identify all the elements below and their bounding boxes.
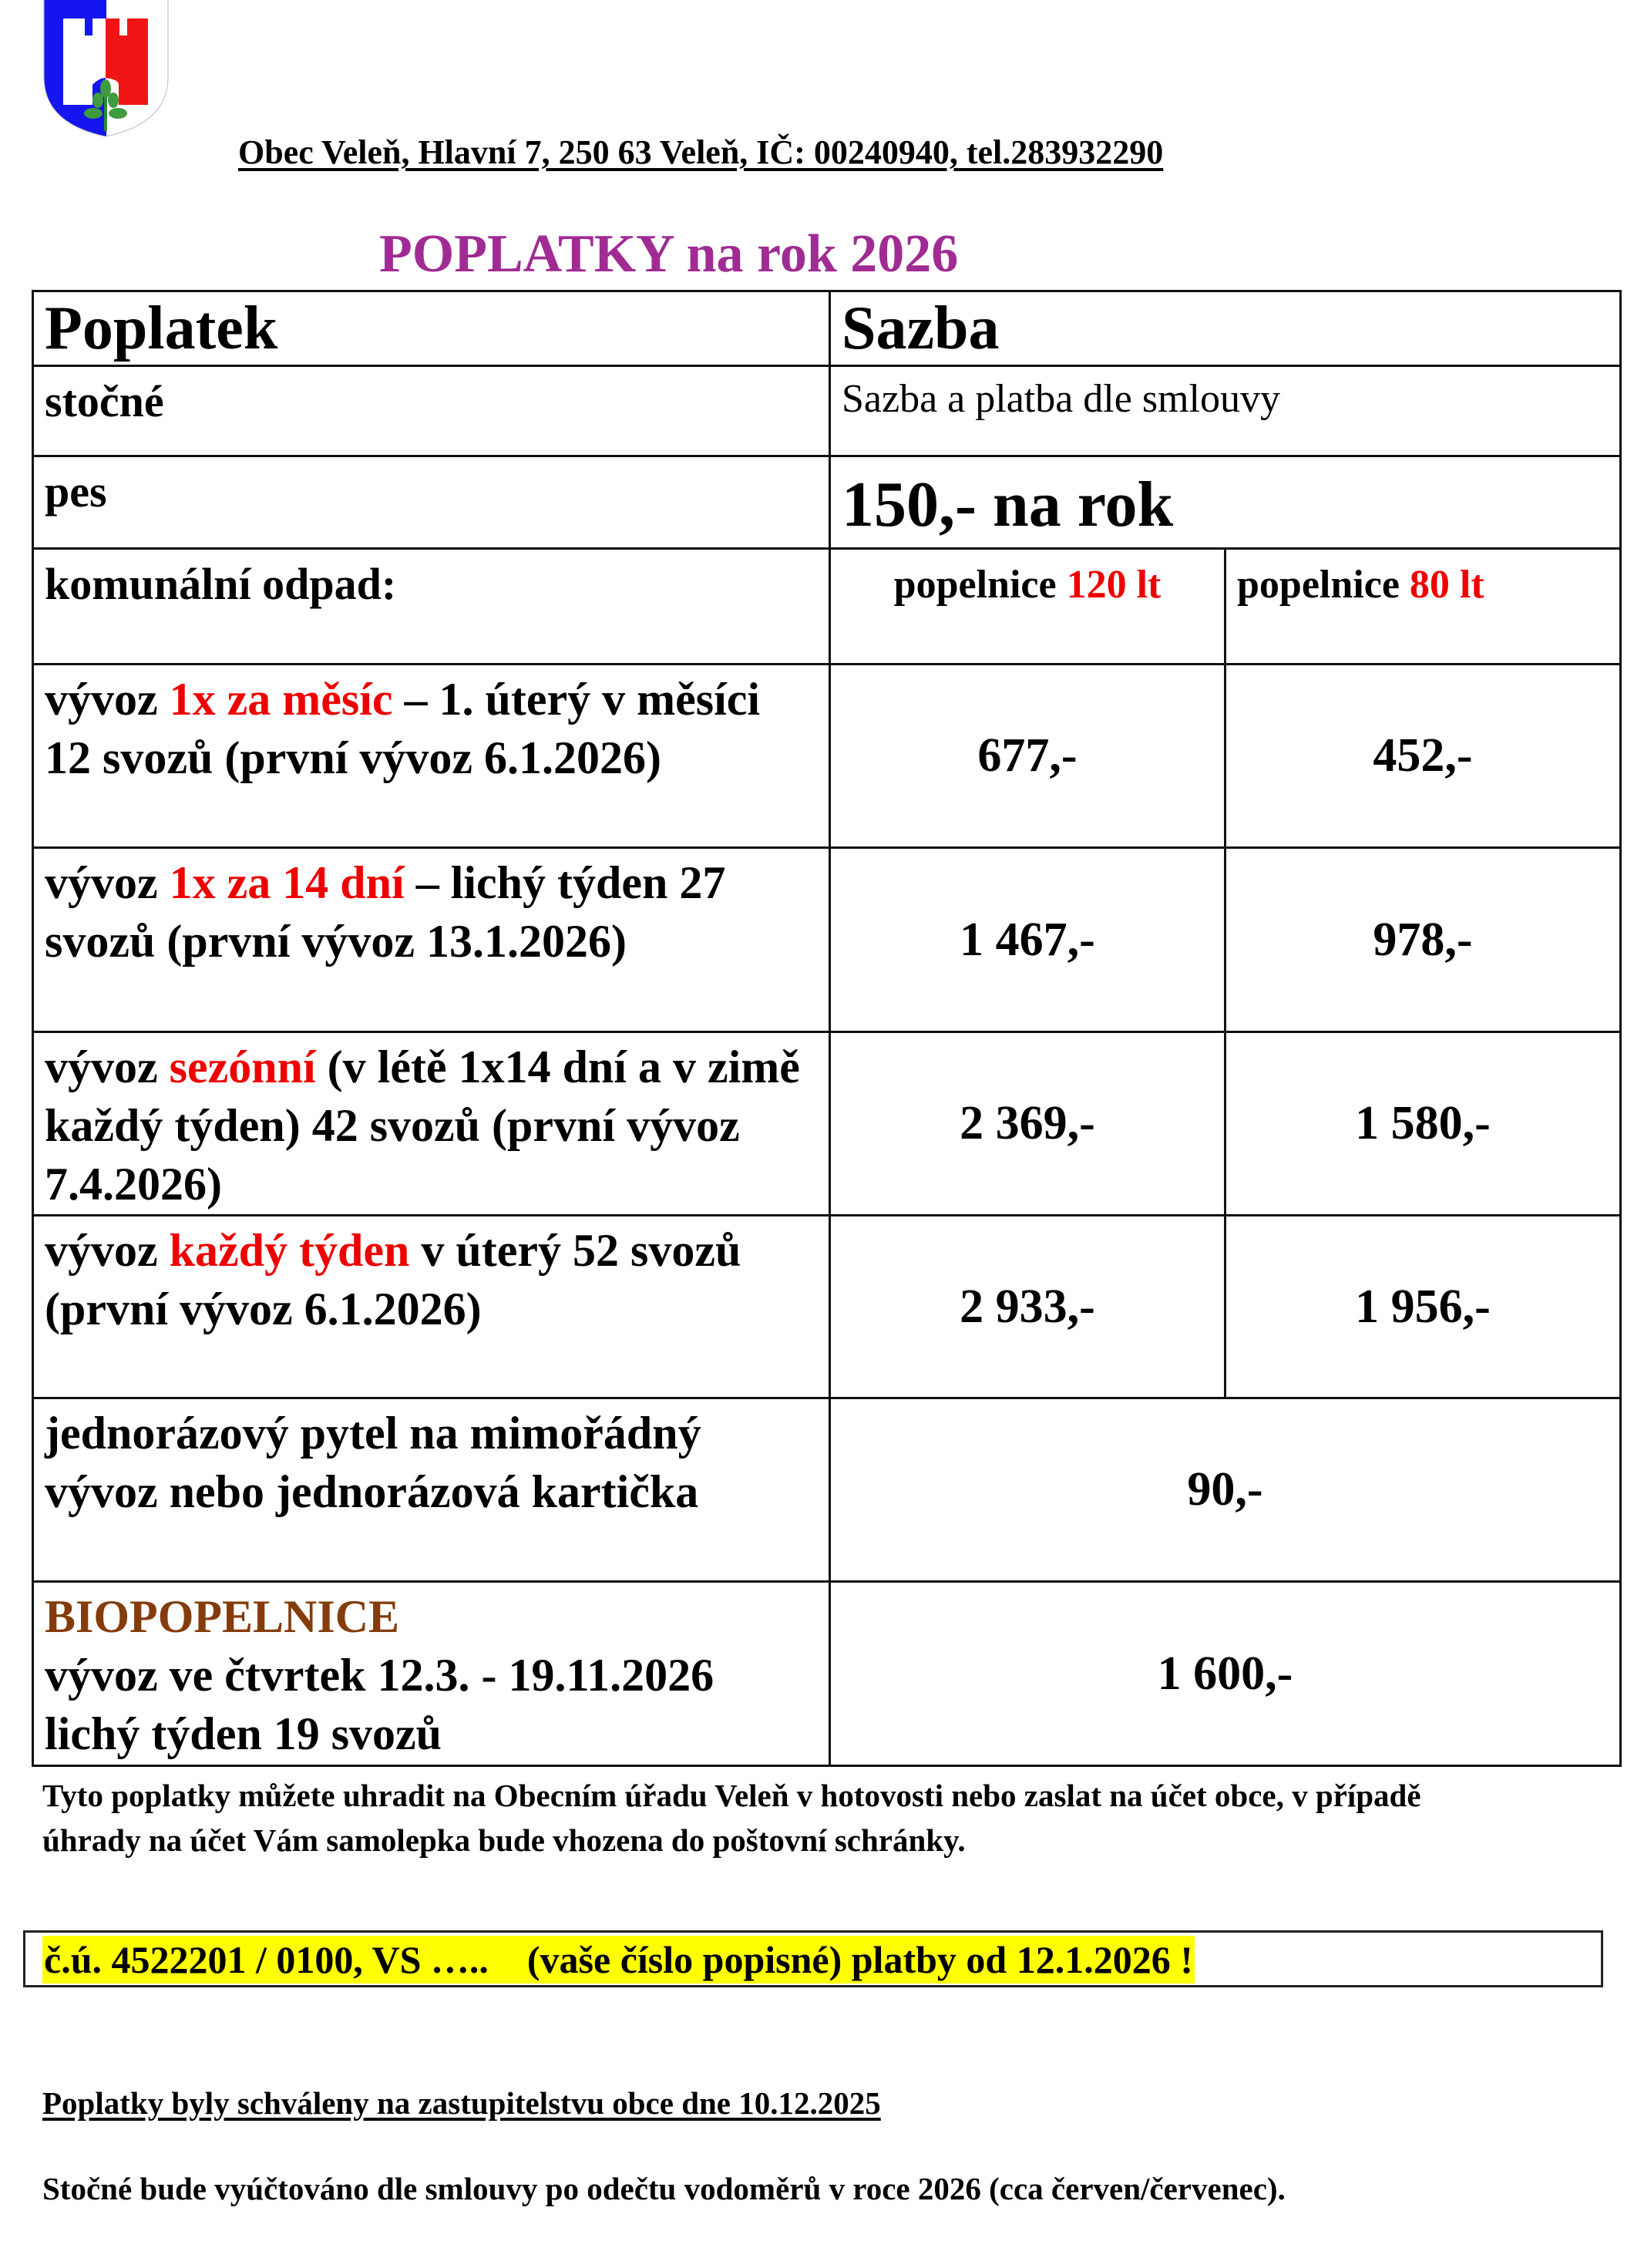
bank-account-line: č.ú. 4522201 / 0100, VS ….. (vaše číslo popisné) platby od 12.1.2026 ! xyxy=(42,1936,1195,1984)
price-80: 1 956,- xyxy=(1226,1216,1621,1398)
bin-size: 80 lt xyxy=(1409,563,1484,607)
fee-label-stocne: stočné xyxy=(33,366,830,456)
table-row xyxy=(33,665,1621,848)
price-120: 2 369,- xyxy=(830,1032,1226,1216)
table-row xyxy=(33,1032,1621,1216)
label-text: vývoz xyxy=(45,1041,170,1092)
frequency-highlight: 1x za 14 dní xyxy=(169,857,405,908)
table-row xyxy=(33,1582,1621,1766)
fee-value-bio: 1 600,- xyxy=(830,1582,1621,1766)
table-row xyxy=(33,366,1621,456)
price-80: 1 580,- xyxy=(1226,1032,1621,1216)
price-80: 452,- xyxy=(1226,665,1621,848)
pickup-label xyxy=(33,1032,830,1216)
fee-label-bio xyxy=(33,1582,830,1766)
column-header-poplatek: Poplatek xyxy=(33,291,830,366)
bin-header-120 xyxy=(830,549,1226,665)
table-row xyxy=(33,848,1621,1032)
table-row xyxy=(33,1398,1621,1582)
frequency-highlight: sezónní xyxy=(169,1041,316,1092)
fee-value-pes: 150,- na rok xyxy=(830,456,1621,549)
label-text: v úterý 52 svozů (první vývoz 6.1.2026) xyxy=(45,1225,741,1334)
bio-line-1: vývoz ve čtvrtek 12.3. - 19.11.2026 xyxy=(45,1650,714,1701)
pickup-label xyxy=(33,665,830,848)
fee-label-pes: pes xyxy=(33,456,830,549)
bin-prefix: popelnice xyxy=(1237,563,1400,607)
fee-label-komunalni: komunální odpad: xyxy=(33,549,830,665)
bin-prefix: popelnice xyxy=(893,563,1057,607)
payment-note: Tyto poplatky můžete uhradit na Obecním úřadu Veleň v hotovosti nebo zaslat na účet obce, v případě úhrady na účet Vám samolepka bude vhozena do poštovní schránky. xyxy=(42,1778,1421,1858)
bin-size: 120 lt xyxy=(1066,563,1162,607)
table-header-row xyxy=(33,291,1621,366)
fee-label-pytel: jednorázový pytel na mimořádný vývoz nebo jednorázová kartička xyxy=(33,1398,830,1582)
column-header-sazba: Sazba xyxy=(830,291,1621,366)
table-row xyxy=(33,456,1621,549)
label-text: (v létě 1x14 dní a v zimě každý týden) 42 svozů (první vývoz 7.4.2026) xyxy=(45,1041,800,1210)
frequency-highlight: 1x za měsíc xyxy=(169,674,393,725)
price-120: 2 933,- xyxy=(830,1216,1226,1398)
pickup-label xyxy=(33,848,830,1032)
document-title: POPLATKY na rok 2026 xyxy=(379,224,959,284)
organization-contact-line: Obec Veleň, Hlavní 7, 250 63 Veleň, IČ: 00240940, tel.283932290 xyxy=(238,133,1164,171)
table-row xyxy=(33,549,1621,665)
price-80: 978,- xyxy=(1226,848,1621,1032)
label-text: – lichý týden 27 svozů (první vývoz 13.1.2026) xyxy=(45,857,726,967)
price-120: 677,- xyxy=(830,665,1226,848)
table-row xyxy=(33,1216,1621,1398)
bio-title: BIOPOPELNICE xyxy=(45,1591,400,1642)
bank-account-box xyxy=(23,1930,1603,1987)
approval-note: Poplatky byly schváleny na zastupitelstvu obce dne 10.12.2025 xyxy=(42,2085,881,2121)
fees-table xyxy=(32,290,1622,1767)
label-text: vývoz xyxy=(45,857,170,908)
frequency-highlight: každý týden xyxy=(169,1225,410,1276)
fee-value-stocne: Sazba a platba dle smlouvy xyxy=(830,366,1621,456)
label-text: vývoz xyxy=(45,1225,170,1276)
coat-of-arms-icon xyxy=(42,0,170,137)
label-text: – 1. úterý v měsíci 12 svozů (první vývoz 6.1.2026) xyxy=(45,674,761,783)
bio-line-2: lichý týden 19 svozů xyxy=(45,1708,442,1759)
bin-header-80 xyxy=(1226,549,1621,665)
price-120: 1 467,- xyxy=(830,848,1226,1032)
label-text: vývoz xyxy=(45,674,170,725)
pickup-label xyxy=(33,1216,830,1398)
sewage-billing-note: Stočné bude vyúčtováno dle smlouvy po odečtu vodoměrů v roce 2026 (cca červen/červenec). xyxy=(42,2171,1286,2206)
fee-value-pytel: 90,- xyxy=(830,1398,1621,1582)
